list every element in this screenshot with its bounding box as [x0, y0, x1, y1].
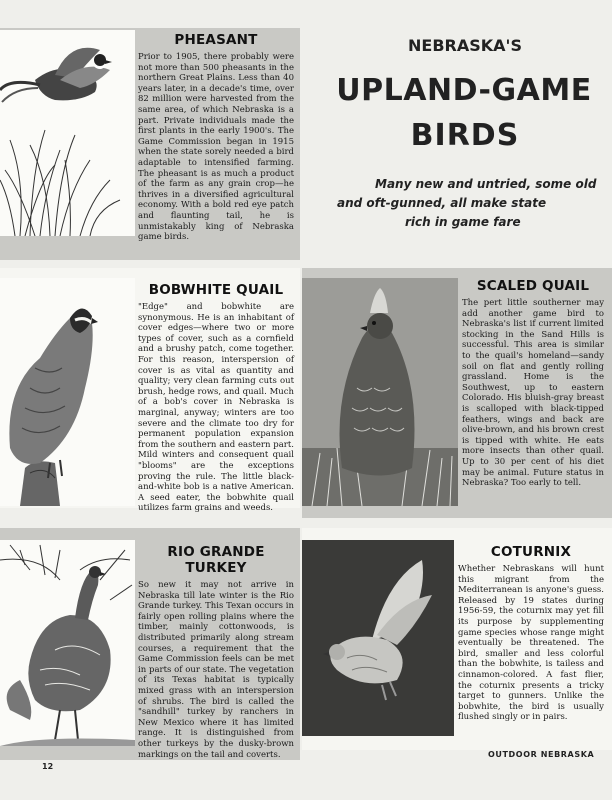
pheasant-article [138, 32, 294, 243]
bobwhite-article [138, 282, 294, 514]
turkey-illustration [0, 540, 135, 746]
page-title-line2: BIRDS [410, 118, 520, 153]
coturnix-text: Whether Nebraskans will hunt this migrant from the Mediterranean is anyone's guess. Released by 19 states during 1956-59, the coturnix may yet fill its purpose by supplementing game species whose range might eventually be threatened. The bird, smaller and less colorful than the bobwhite, is tailess and cinnamon-colored. A fast flier, the coturnix presents a tricky target to gunners. Unlike the bobwhite, the bird is usually flushed singly or in pairs. [458, 564, 604, 723]
subtitle-line2: and oft-gunned, all make state [337, 196, 547, 210]
scaled-quail-article [462, 278, 604, 489]
title-block [305, 30, 605, 229]
bobwhite-illustration [0, 278, 135, 506]
turkey-text: So new it may not arrive in Nebraska till late winter is the Rio Grande turkey. This Texan occurs in fairly open rolling plains where the timber, mainly cottonwoods, is distributed primarily along stream courses, a requirement that the Game Commission feels can be met in parts of our state. The vegetation of its Texas habitat is typically mixed grass with an interspersion of shrubs. The bird is called the "sandhill" turkey by ranchers in New Mexico where it has limited range. It is distinguished from other turkeys by the dusky-brown markings on the tail and coverts. [138, 580, 294, 760]
subtitle-line1: Many new and untried, some old [375, 177, 597, 191]
subtitle-line3: rich in game fare [405, 215, 521, 229]
pheasant-text: Prior to 1905, there probably were not more than 500 pheasants in the northern Great Plains. Less than 40 years later, in a decade's time, over 82 million were harvested from the same area, of which Nebraska is a part. Private individuals made the first plants in the early 1900's. The Game Commission began in 1915 when the state sorely needed a bird adaptable to intensified farming. The pheasant is as much a product of the farm as any grain crop—he thrives in a diversified agricultural economy. With a bold red eye patch and flaunting tail, he is unmistakably king of Nebraska game birds. [138, 52, 294, 243]
coturnix-photo [302, 540, 454, 736]
page-title-line1: UPLAND-GAME [336, 73, 592, 108]
bobwhite-heading: BOBWHITE QUAIL [148, 282, 284, 298]
page-number: 12 [42, 762, 54, 771]
turkey-heading: RIO GRANDE TURKEY [167, 544, 265, 576]
scaled-quail-text: The pert little southerner may add another game bird to Nebraska's list if current limited stocking in the Sand Hills is successful. This area is similar to the quail's homeland—sandy soil on flat and gently rolling grassland. Home is the Southwest, up to eastern Colorado. His bluish-gray breast is scalloped with black-tipped feathers, wings and back are olive-brown, and his brown crest is tipped with white. He eats more insects than other quail. Up to 30 per cent of his diet may be animal. Future status in Nebraska? Too early to tell. [462, 298, 604, 489]
turkey-article [138, 544, 294, 760]
magazine-name: OUTDOOR NEBRASKA [488, 750, 595, 759]
pheasant-illustration [0, 30, 135, 236]
coturnix-article [458, 544, 604, 723]
bobwhite-text: "Edge" and bobwhite are synonymous. He is an inhabitant of cover edges—where two or more types of cover, such as a cornfield and a brushy patch, come together. For this reason, interspersion of cover is as vital as quantity and quality; very clean farming cuts out brush, hedge rows, and quail. Much of a bob's cover in Nebraska is marginal, anyway; winters are too severe and the climate too dry for permanent population expansion from the southern and eastern part. Mild winters and consequent quail "blooms" are the exceptions proving the rule. The little black-and-white bob is a native American. A seed eater, the bobwhite quail utilizes farm grains and weeds. [138, 302, 294, 514]
scaled-quail-heading: SCALED QUAIL [476, 278, 590, 294]
coturnix-heading: COTURNIX [490, 544, 572, 560]
scaled-quail-photo [302, 278, 458, 506]
pheasant-heading: PHEASANT [174, 32, 258, 48]
title-kicker: NEBRASKA'S [408, 36, 522, 55]
